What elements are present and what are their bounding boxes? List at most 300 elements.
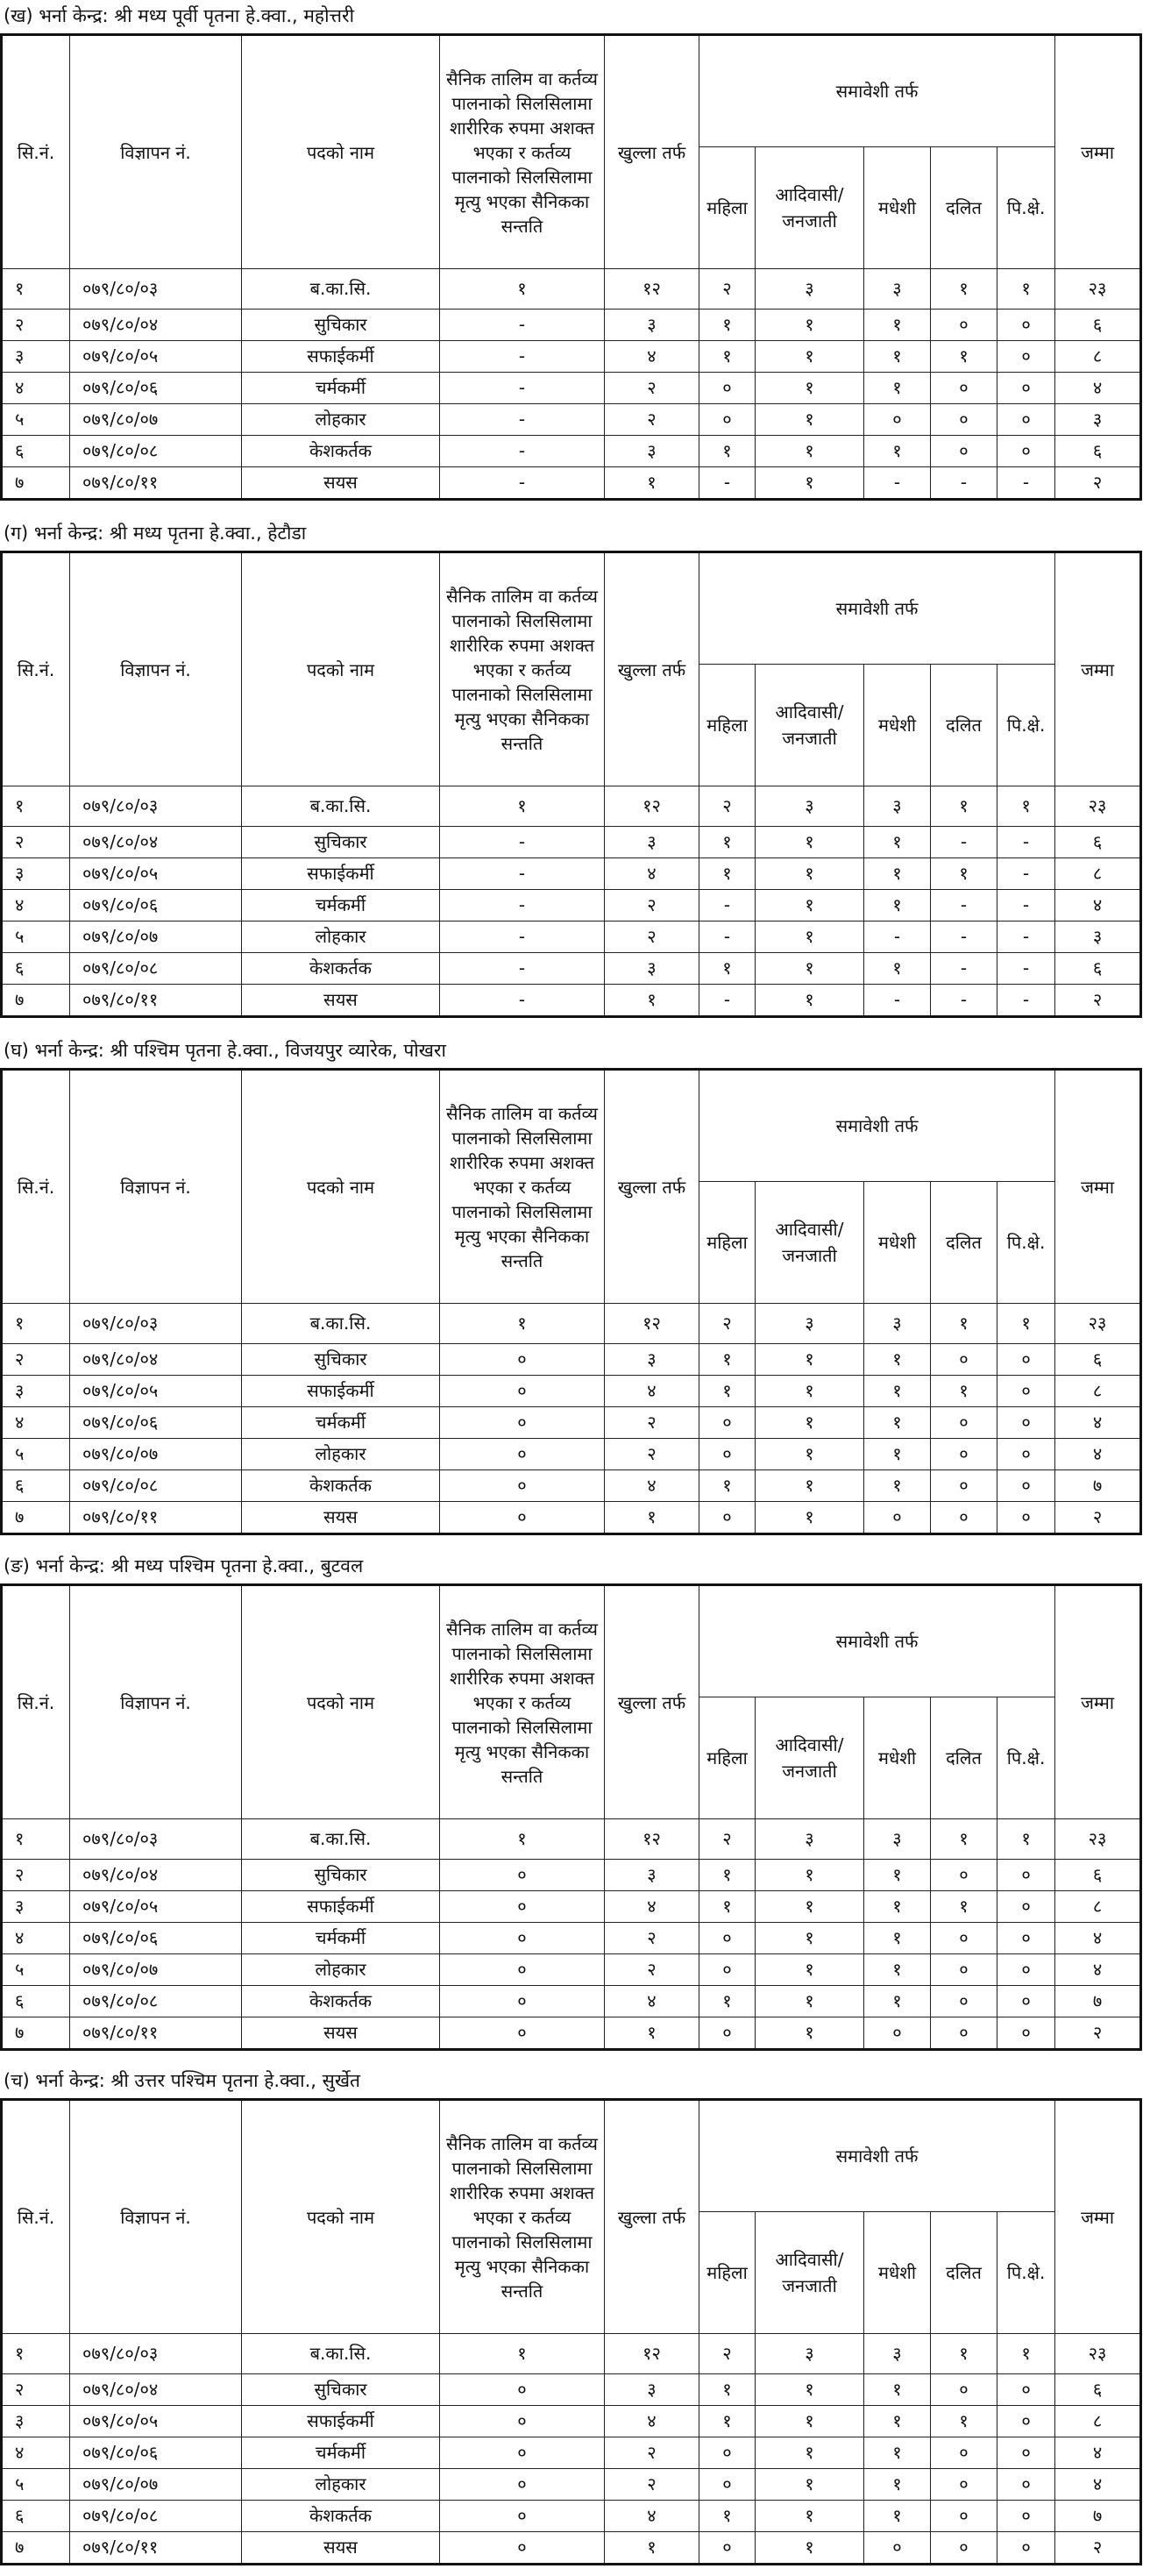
cell-mahila: - <box>699 467 756 500</box>
header-backward-region <box>997 1182 1055 1304</box>
cell-madhesi: १ <box>864 1860 931 1891</box>
cell-advert: ०७९/८०/०६ <box>70 2437 242 2469</box>
cell-madhesi: १ <box>864 1344 931 1376</box>
section-title: (घ) भर्ना केन्द्र: श्री पश्चिम पृतना हे.क्वा., विजयपुर व्यारेक, पोखरा <box>4 1040 446 1061</box>
cell-adivasi: १ <box>756 2017 864 2050</box>
cell-khula: २ <box>605 404 699 436</box>
cell-sn: ४ <box>2 2437 70 2469</box>
cell-dalit: - <box>931 953 997 985</box>
cell-adivasi: १ <box>756 890 864 922</box>
table-row <box>2 2334 1141 2374</box>
cell-jamma: ७ <box>1055 1470 1141 1502</box>
cell-advert: ०७९/८०/०३ <box>70 269 242 310</box>
cell-jamma: ६ <box>1055 953 1141 985</box>
cell-jamma: ६ <box>1055 310 1141 341</box>
header-post-name-text: पदको नाम <box>306 1691 375 1713</box>
cell-madhesi: ३ <box>864 786 931 827</box>
header-dalit-text: दलित <box>946 197 982 218</box>
cell-mahila: १ <box>699 1376 756 1407</box>
cell-madhesi: ० <box>864 2532 931 2565</box>
cell-dalit: १ <box>931 786 997 827</box>
cell-dalit: - <box>931 890 997 922</box>
cell-post: सयस <box>242 2017 440 2050</box>
header-advert-no-text: विज्ञापन नं. <box>120 1176 191 1198</box>
header-backward-region-text: पि.क्षे. <box>1006 1747 1046 1768</box>
cell-post: सफाईकर्मी <box>242 858 440 890</box>
cell-khula: २ <box>605 890 699 922</box>
cell-desc: - <box>440 436 605 467</box>
cell-advert: ०७९/८०/०३ <box>70 786 242 827</box>
cell-pichhe: - <box>997 467 1055 500</box>
cell-post: सफाईकर्मी <box>242 1891 440 1923</box>
cell-sn: ६ <box>2 436 70 467</box>
cell-desc: ० <box>440 1376 605 1407</box>
cell-dalit: ० <box>931 404 997 436</box>
cell-advert: ०७९/८०/०५ <box>70 2406 242 2437</box>
cell-sn: ३ <box>2 341 70 373</box>
cell-adivasi: १ <box>756 1376 864 1407</box>
header-dalit-text: दलित <box>946 715 982 736</box>
table-row <box>2 827 1141 858</box>
cell-desc: ० <box>440 2017 605 2050</box>
cell-adivasi: ३ <box>756 1304 864 1344</box>
cell-jamma: ८ <box>1055 341 1141 373</box>
cell-mahila: १ <box>699 1470 756 1502</box>
header-women <box>699 665 756 786</box>
cell-jamma: २ <box>1055 467 1141 500</box>
cell-pichhe: ० <box>997 1344 1055 1376</box>
cell-madhesi: १ <box>864 373 931 404</box>
header-backward-region-text: पि.क्षे. <box>1006 1232 1046 1253</box>
cell-advert: ०७९/८०/०३ <box>70 1304 242 1344</box>
cell-post: सयस <box>242 985 440 1017</box>
header-soldier-descendant-text: सैनिक तालिम वा कर्तव्य पालनाको सिलसिलामा शारीरिक रुपमा अशक्त भएका र कर्तव्य पालनाको सिलसिलामा मृत्यु भएका सैनिकका सन्तति <box>445 1102 598 1271</box>
table-row <box>2 2437 1141 2469</box>
cell-post: सफाईकर्मी <box>242 2406 440 2437</box>
cell-desc: ० <box>440 1986 605 2017</box>
cell-desc: ० <box>440 2501 605 2532</box>
cell-mahila: २ <box>699 1304 756 1344</box>
cell-pichhe: ० <box>997 2406 1055 2437</box>
header-indigenous-text: आदिवासी/ जनजाती <box>775 1219 844 1266</box>
cell-desc: ० <box>440 2437 605 2469</box>
cell-post: सयस <box>242 2532 440 2565</box>
cell-madhesi: १ <box>864 341 931 373</box>
cell-sn: ५ <box>2 922 70 953</box>
cell-advert: ०७९/८०/०७ <box>70 2469 242 2501</box>
cell-jamma: ३ <box>1055 404 1141 436</box>
recruitment-table <box>0 2098 1142 2565</box>
cell-jamma: २ <box>1055 1502 1141 1534</box>
cell-sn: १ <box>2 2334 70 2374</box>
cell-mahila: १ <box>699 1891 756 1923</box>
cell-madhesi: - <box>864 467 931 500</box>
header-total-text: जम्मा <box>1081 658 1115 680</box>
cell-madhesi: १ <box>864 2501 931 2532</box>
cell-madhesi: १ <box>864 1923 931 1954</box>
table-row <box>2 341 1141 373</box>
table-row <box>2 1407 1141 1439</box>
header-soldier-descendant-text: सैनिक तालिम वा कर्तव्य पालनाको सिलसिलामा शारीरिक रुपमा अशक्त भएका र कर्तव्य पालनाको सिलसिलामा मृत्यु भएका सैनिकका सन्तति <box>445 2132 598 2302</box>
cell-desc: १ <box>440 1304 605 1344</box>
header-backward-region-text: पि.क्षे. <box>1006 715 1046 736</box>
cell-pichhe: ० <box>997 2532 1055 2565</box>
section-title: (ख) भर्ना केन्द्र: श्री मध्य पूर्वी पृतना हे.क्वा., महोत्तरी <box>4 5 355 26</box>
cell-adivasi: १ <box>756 1986 864 2017</box>
table-row <box>2 1986 1141 2017</box>
cell-sn: ७ <box>2 467 70 500</box>
cell-adivasi: १ <box>756 467 864 500</box>
header-open <box>605 552 699 786</box>
header-advert-no <box>70 1585 242 1819</box>
cell-sn: ४ <box>2 373 70 404</box>
header-advert-no-text: विज्ञापन नं. <box>120 141 191 163</box>
cell-mahila: ० <box>699 404 756 436</box>
recruitment-table <box>0 551 1142 1018</box>
header-dalit <box>931 147 997 269</box>
cell-dalit: ० <box>931 2437 997 2469</box>
cell-desc: ० <box>440 2469 605 2501</box>
cell-desc: - <box>440 858 605 890</box>
table-row <box>2 1819 1141 1860</box>
header-sn-text: सि.नं. <box>17 141 55 163</box>
cell-khula: ३ <box>605 2374 699 2406</box>
cell-dalit: १ <box>931 269 997 310</box>
cell-dalit: ० <box>931 2469 997 2501</box>
header-madhesi <box>864 147 931 269</box>
cell-khula: १ <box>605 1502 699 1534</box>
cell-pichhe: - <box>997 985 1055 1017</box>
cell-post: ब.का.सि. <box>242 786 440 827</box>
cell-jamma: २ <box>1055 2017 1141 2050</box>
cell-pichhe: ० <box>997 2437 1055 2469</box>
cell-post: केशकर्तक <box>242 1470 440 1502</box>
cell-advert: ०७९/८०/०७ <box>70 1439 242 1470</box>
header-advert-no-text: विज्ञापन नं. <box>120 658 191 680</box>
cell-desc: ० <box>440 1407 605 1439</box>
table-row <box>2 436 1141 467</box>
header-open-text: खुल्ला तर्फ <box>617 1691 686 1713</box>
cell-pichhe: ० <box>997 1407 1055 1439</box>
cell-adivasi: १ <box>756 373 864 404</box>
cell-dalit: १ <box>931 858 997 890</box>
header-post-name-text: पदको नाम <box>306 141 375 163</box>
cell-pichhe: ० <box>997 1923 1055 1954</box>
cell-sn: ६ <box>2 1986 70 2017</box>
cell-dalit: ० <box>931 1954 997 1986</box>
header-advert-no <box>70 2100 242 2334</box>
cell-adivasi: १ <box>756 2406 864 2437</box>
cell-dalit: ० <box>931 436 997 467</box>
cell-advert: ०७९/८०/०३ <box>70 2334 242 2374</box>
header-total <box>1055 552 1141 786</box>
header-dalit <box>931 2212 997 2334</box>
cell-advert: ०७९/८०/०८ <box>70 1470 242 1502</box>
table-row <box>2 310 1141 341</box>
header-post-name <box>242 2100 440 2334</box>
cell-dalit: ० <box>931 1502 997 1534</box>
header-sn <box>2 1070 70 1304</box>
cell-advert: ०७९/८०/०६ <box>70 890 242 922</box>
header-inclusive <box>699 2100 1055 2212</box>
header-indigenous-text: आदिवासी/ जनजाती <box>775 2249 844 2296</box>
cell-post: केशकर्तक <box>242 1986 440 2017</box>
cell-adivasi: १ <box>756 1470 864 1502</box>
cell-post: चर्मकर्मी <box>242 373 440 404</box>
header-advert-no-text: विज्ञापन नं. <box>120 2206 191 2228</box>
cell-advert: ०७९/८०/०४ <box>70 1860 242 1891</box>
header-sn <box>2 552 70 786</box>
cell-madhesi: १ <box>864 1407 931 1439</box>
cell-khula: १ <box>605 2017 699 2050</box>
cell-jamma: २३ <box>1055 269 1141 310</box>
cell-jamma: ८ <box>1055 1376 1141 1407</box>
cell-advert: ०७९/८०/०८ <box>70 953 242 985</box>
recruitment-table <box>0 33 1142 501</box>
cell-post: ब.का.सि. <box>242 269 440 310</box>
cell-khula: २ <box>605 373 699 404</box>
cell-sn: ४ <box>2 1407 70 1439</box>
cell-advert: ०७९/८०/०३ <box>70 1819 242 1860</box>
table-row <box>2 2532 1141 2565</box>
cell-advert: ०७९/८०/११ <box>70 2532 242 2565</box>
cell-khula: २ <box>605 922 699 953</box>
cell-dalit: १ <box>931 2406 997 2437</box>
cell-advert: ०७९/८०/११ <box>70 2017 242 2050</box>
cell-sn: १ <box>2 269 70 310</box>
header-women <box>699 147 756 269</box>
cell-jamma: २३ <box>1055 1304 1141 1344</box>
cell-advert: ०७९/८०/०८ <box>70 1986 242 2017</box>
cell-post: चर्मकर्मी <box>242 890 440 922</box>
cell-pichhe: ० <box>997 2469 1055 2501</box>
cell-sn: २ <box>2 827 70 858</box>
header-open-text: खुल्ला तर्फ <box>617 1176 686 1198</box>
header-soldier-descendant-text: सैनिक तालिम वा कर्तव्य पालनाको सिलसिलामा शारीरिक रुपमा अशक्त भएका र कर्तव्य पालनाको सिलसिलामा मृत्यु भएका सैनिकका सन्तति <box>445 585 598 754</box>
cell-sn: ४ <box>2 1923 70 1954</box>
cell-madhesi: १ <box>864 1954 931 1986</box>
table-row <box>2 1860 1141 1891</box>
cell-jamma: ८ <box>1055 1891 1141 1923</box>
cell-adivasi: ३ <box>756 269 864 310</box>
cell-mahila: १ <box>699 2374 756 2406</box>
table-row <box>2 1923 1141 1954</box>
cell-jamma: ६ <box>1055 1860 1141 1891</box>
cell-adivasi: १ <box>756 2532 864 2565</box>
cell-madhesi: १ <box>864 1439 931 1470</box>
cell-madhesi: १ <box>864 1891 931 1923</box>
cell-post: लोहकार <box>242 404 440 436</box>
table-row <box>2 2469 1141 2501</box>
cell-dalit: ० <box>931 2532 997 2565</box>
cell-mahila: ० <box>699 2017 756 2050</box>
cell-advert: ०७९/८०/०४ <box>70 1344 242 1376</box>
cell-jamma: ६ <box>1055 1344 1141 1376</box>
cell-jamma: ६ <box>1055 2374 1141 2406</box>
cell-khula: ४ <box>605 1470 699 1502</box>
cell-jamma: ३ <box>1055 922 1141 953</box>
header-post-name <box>242 1070 440 1304</box>
cell-advert: ०७९/८०/०८ <box>70 436 242 467</box>
cell-pichhe: ० <box>997 310 1055 341</box>
header-post-name <box>242 35 440 269</box>
header-women <box>699 1697 756 1819</box>
cell-madhesi: १ <box>864 890 931 922</box>
cell-pichhe: ० <box>997 1502 1055 1534</box>
header-inclusive <box>699 552 1055 665</box>
cell-desc: - <box>440 310 605 341</box>
cell-pichhe: ० <box>997 1954 1055 1986</box>
cell-khula: १ <box>605 467 699 500</box>
cell-mahila: - <box>699 890 756 922</box>
cell-advert: ०७९/८०/०५ <box>70 341 242 373</box>
cell-sn: २ <box>2 310 70 341</box>
table-row <box>2 1502 1141 1534</box>
cell-jamma: ८ <box>1055 858 1141 890</box>
header-women-text: महिला <box>706 2262 748 2283</box>
cell-post: सफाईकर्मी <box>242 1376 440 1407</box>
cell-pichhe: १ <box>997 1304 1055 1344</box>
cell-mahila: ० <box>699 2437 756 2469</box>
header-madhesi-text: मधेशी <box>877 1747 917 1768</box>
cell-advert: ०७९/८०/०६ <box>70 373 242 404</box>
header-total-text: जम्मा <box>1081 1176 1115 1198</box>
cell-dalit: ० <box>931 1344 997 1376</box>
header-inclusive-text: समावेशी तर्फ <box>835 1115 919 1136</box>
header-soldier-descendant <box>440 2100 605 2334</box>
header-soldier-descendant <box>440 1585 605 1819</box>
table-row <box>2 985 1141 1017</box>
header-advert-no-text: विज्ञापन नं. <box>120 1691 191 1713</box>
header-soldier-descendant <box>440 1070 605 1304</box>
cell-sn: १ <box>2 1304 70 1344</box>
cell-madhesi: ० <box>864 404 931 436</box>
section-title: (ग) भर्ना केन्द्र: श्री मध्य पृतना हे.क्वा., हेटौडा <box>4 523 307 544</box>
cell-khula: ४ <box>605 2406 699 2437</box>
header-dalit <box>931 1182 997 1304</box>
table-row <box>2 2374 1141 2406</box>
cell-advert: ०७९/८०/०५ <box>70 1376 242 1407</box>
header-inclusive-text: समावेशी तर्फ <box>835 2145 919 2167</box>
cell-khula: ४ <box>605 2501 699 2532</box>
cell-desc: - <box>440 922 605 953</box>
table-row <box>2 2017 1141 2050</box>
cell-sn: ७ <box>2 1502 70 1534</box>
section-title: (च) भर्ना केन्द्र: श्री उत्तर पश्चिम पृतना हे.क्वा., सुर्खेत <box>4 2070 360 2091</box>
header-backward-region-text: पि.क्षे. <box>1006 2262 1046 2283</box>
cell-adivasi: १ <box>756 2501 864 2532</box>
header-dalit <box>931 1697 997 1819</box>
cell-pichhe: ० <box>997 1891 1055 1923</box>
header-madhesi <box>864 1182 931 1304</box>
cell-dalit: ० <box>931 1439 997 1470</box>
header-open <box>605 35 699 269</box>
cell-post: सफाईकर्मी <box>242 341 440 373</box>
table-row <box>2 1954 1141 1986</box>
cell-dalit: ० <box>931 2374 997 2406</box>
header-post-name-text: पदको नाम <box>306 658 375 680</box>
cell-post: केशकर्तक <box>242 953 440 985</box>
cell-khula: ४ <box>605 1376 699 1407</box>
header-madhesi-text: मधेशी <box>877 715 917 736</box>
cell-mahila: ० <box>699 1954 756 1986</box>
cell-mahila: ० <box>699 2532 756 2565</box>
cell-mahila: ० <box>699 1407 756 1439</box>
header-soldier-descendant-text: सैनिक तालिम वा कर्तव्य पालनाको सिलसिलामा शारीरिक रुपमा अशक्त भएका र कर्तव्य पालनाको सिलसिलामा मृत्यु भएका सैनिकका सन्तति <box>445 68 598 237</box>
header-soldier-descendant <box>440 35 605 269</box>
cell-madhesi: ३ <box>864 2334 931 2374</box>
cell-pichhe: - <box>997 922 1055 953</box>
section-title: (ङ) भर्ना केन्द्र: श्री मध्य पश्चिम पृतना हे.क्वा., बुटवल <box>4 1555 364 1576</box>
table-row <box>2 373 1141 404</box>
cell-post: ब.का.सि. <box>242 2334 440 2374</box>
cell-adivasi: १ <box>756 310 864 341</box>
cell-post: चर्मकर्मी <box>242 1407 440 1439</box>
table-row <box>2 922 1141 953</box>
cell-post: लोहकार <box>242 2469 440 2501</box>
cell-sn: ५ <box>2 1439 70 1470</box>
cell-khula: २ <box>605 2469 699 2501</box>
header-inclusive-text: समावेशी तर्फ <box>835 81 919 102</box>
cell-sn: ३ <box>2 858 70 890</box>
cell-post: सुचिकार <box>242 2374 440 2406</box>
cell-advert: ०७९/८०/०६ <box>70 1923 242 1954</box>
header-backward-region <box>997 1697 1055 1819</box>
cell-madhesi: १ <box>864 858 931 890</box>
cell-post: लोहकार <box>242 1954 440 1986</box>
header-backward-region-text: पि.क्षे. <box>1006 197 1046 218</box>
cell-jamma: २३ <box>1055 786 1141 827</box>
cell-desc: ० <box>440 1439 605 1470</box>
header-indigenous <box>756 665 864 786</box>
header-inclusive <box>699 1585 1055 1697</box>
table-row <box>2 1376 1141 1407</box>
cell-advert: ०७९/८०/०४ <box>70 827 242 858</box>
cell-sn: ५ <box>2 2469 70 2501</box>
cell-khula: १२ <box>605 1304 699 1344</box>
cell-pichhe: ० <box>997 404 1055 436</box>
cell-sn: ७ <box>2 2532 70 2565</box>
cell-mahila: ० <box>699 1439 756 1470</box>
cell-madhesi: - <box>864 985 931 1017</box>
cell-jamma: २३ <box>1055 1819 1141 1860</box>
cell-adivasi: १ <box>756 341 864 373</box>
header-indigenous <box>756 1182 864 1304</box>
header-madhesi-text: मधेशी <box>877 197 917 218</box>
cell-khula: ४ <box>605 341 699 373</box>
cell-jamma: ४ <box>1055 1439 1141 1470</box>
cell-mahila: - <box>699 922 756 953</box>
header-dalit-text: दलित <box>946 1232 982 1253</box>
header-madhesi <box>864 2212 931 2334</box>
cell-khula: २ <box>605 1954 699 1986</box>
cell-mahila: १ <box>699 1986 756 2017</box>
header-total-text: जम्मा <box>1081 141 1115 163</box>
cell-adivasi: १ <box>756 1860 864 1891</box>
cell-desc: ० <box>440 1860 605 1891</box>
header-women-text: महिला <box>706 1232 748 1253</box>
header-open <box>605 2100 699 2334</box>
cell-desc: - <box>440 985 605 1017</box>
cell-advert: ०७९/८०/०७ <box>70 922 242 953</box>
header-women-text: महिला <box>706 197 748 218</box>
cell-pichhe: ० <box>997 1376 1055 1407</box>
cell-dalit: १ <box>931 1304 997 1344</box>
cell-jamma: ७ <box>1055 1986 1141 2017</box>
header-women-text: महिला <box>706 715 748 736</box>
cell-post: चर्मकर्मी <box>242 2437 440 2469</box>
cell-desc: ० <box>440 1470 605 1502</box>
